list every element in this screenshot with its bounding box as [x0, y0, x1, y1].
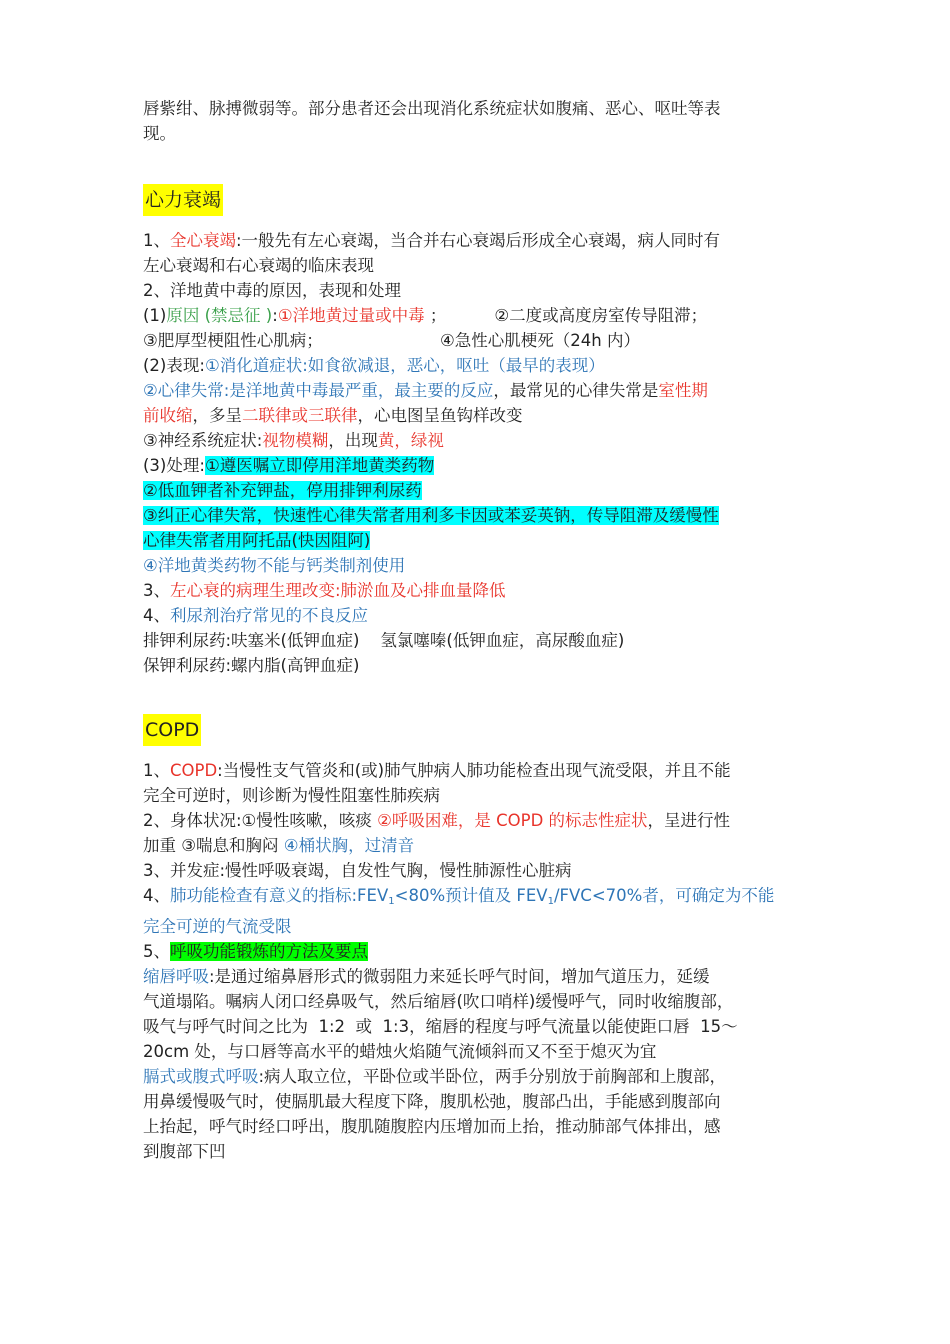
copd-item-4-cont: 完全可逆的气流受限 — [143, 917, 292, 936]
abdominal-breathing-line-4: 到腹部下凹 — [143, 1142, 226, 1161]
document-page — [143, 96, 823, 1164]
digitalis-arrhythmia-cont: 前收缩，多呈二联律或三联律，心电图呈鱼钩样改变 — [143, 406, 523, 425]
heart-item-3: 3、左心衰的病理生理改变:肺淤血及心排血量降低 — [143, 581, 506, 600]
copd-item-1-cont: 完全可逆时，则诊断为慢性阻塞性肺疾病 — [143, 786, 440, 805]
potassium-wasting-diuretics: 排钾利尿药:呋塞米(低钾血症) 氢氯噻嗪(低钾血症，高尿酸血症) — [143, 631, 625, 650]
heart-item-1: 1、全心衰竭:一般先有左心衰竭，当合并右心衰竭后形成全心衰竭，病人同时有 — [143, 231, 721, 250]
intro-line-1: 唇紫绀、脉搏微弱等。部分患者还会出现消化系统症状如腹痛、恶心、呕吐等表 — [143, 99, 721, 118]
copd-item-2-cont: 加重 ③喘息和胸闷 ④桶状胸，过清音 — [143, 836, 415, 855]
digitalis-treatment-2: ②低血钾者补充钾盐，停用排钾利尿药 — [143, 481, 422, 500]
pursed-lip-line-2: 气道塌陷。嘱病人闭口经鼻吸气，然后缩唇(吹口哨样)缓慢呼气，同时收缩腹部， — [143, 992, 734, 1011]
digitalis-treatment-4: ④洋地黄类药物不能与钙类制剂使用 — [143, 556, 406, 575]
intro-line-2: 现。 — [143, 124, 176, 143]
digitalis-causes-cont: ③肥厚型梗阻性心肌病； ④急性心肌梗死（24h 内） — [143, 331, 640, 350]
heart-item-1-cont: 左心衰竭和右心衰竭的临床表现 — [143, 256, 374, 275]
copd-item-2: 2、身体状况:①慢性咳嗽，咳痰 ②呼吸困难，是 COPD 的标志性症状，呈进行性 — [143, 811, 731, 830]
pursed-lip-line-3: 吸气与呼气时间之比为 1:2 或 1:3，缩唇的程度与呼气流量以能使距口唇 15～ — [143, 1017, 738, 1036]
heart-failure-title: 心力衰竭 — [143, 184, 223, 216]
term-total-heart-failure: 全心衰竭 — [170, 231, 236, 250]
copd-item-1: 1、COPD:当慢性支气管炎和(或)肺气肿病人肺功能检查出现气流受限，并且不能 — [143, 761, 731, 780]
pursed-lip-line-4: 20cm 处，与口唇等高水平的蜡烛火焰随气流倾斜而又不至于熄灭为宜 — [143, 1042, 657, 1061]
heart-item-2: 2、洋地黄中毒的原因，表现和处理 — [143, 281, 401, 300]
digitalis-symptoms: (2)表现:①消化道症状:如食欲减退，恶心，呕吐（最早的表现） — [143, 356, 605, 375]
digitalis-arrhythmia: ②心律失常:是洋地黄中毒最严重，最主要的反应，最常见的心律失常是室性期 — [143, 381, 708, 400]
abdominal-breathing-line-1: 膈式或腹式呼吸:病人取立位，平卧位或半卧位，两手分别放于前胸部和上腹部， — [143, 1067, 727, 1086]
abdominal-breathing-line-2: 用鼻缓慢吸气时，使膈肌最大程度下降，腹肌松弛，腹部凸出，手能感到腹部向 — [143, 1092, 721, 1111]
copd-item-3: 3、并发症:慢性呼吸衰竭，自发性气胸，慢性肺源性心脏病 — [143, 861, 572, 880]
copd-item-4: 4、肺功能检查有意义的指标$:FEV_1<80\%$预计值及 $FEV_1/FVC<70\%$者，可确定为不能 — [143, 886, 775, 907]
digitalis-neuro: ③神经系统症状:视物模糊，出现黄，绿视 — [143, 431, 444, 450]
potassium-sparing-diuretics: 保钾利尿药:螺内脂(高钾血症) — [143, 656, 360, 675]
copd-heading — [143, 714, 823, 746]
abdominal-breathing-line-3: 上抬起，呼气时经口呼出，腹肌随腹腔内压增加而上抬，推动肺部气体排出，感 — [143, 1117, 721, 1136]
copd-title: COPD — [143, 714, 201, 746]
digitalis-treatment: (3)处理:①遵医嘱立即停用洋地黄类药物 — [143, 456, 435, 475]
copd-item-5: 5、呼吸功能锻炼的方法及要点 — [143, 942, 368, 961]
digitalis-treatment-3: ③纠正心律失常，快速性心律失常者用利多卡因或苯妥英钠，传导阻滞及缓慢性 — [143, 506, 719, 525]
heart-failure-heading — [143, 184, 823, 216]
pursed-lip-line-1: 缩唇呼吸:是通过缩鼻唇形式的微弱阻力来延长呼气时间，增加气道压力，延缓 — [143, 967, 710, 986]
digitalis-treatment-3-cont: 心律失常者用阿托品(快因阻阿) — [143, 531, 371, 550]
heart-item-4: 4、利尿剂治疗常见的不良反应 — [143, 606, 368, 625]
digitalis-causes: (1)原因 (禁忌征 ):①洋地黄过量或中毒 ； ②二度或高度房室传导阻滞； — [143, 306, 708, 325]
